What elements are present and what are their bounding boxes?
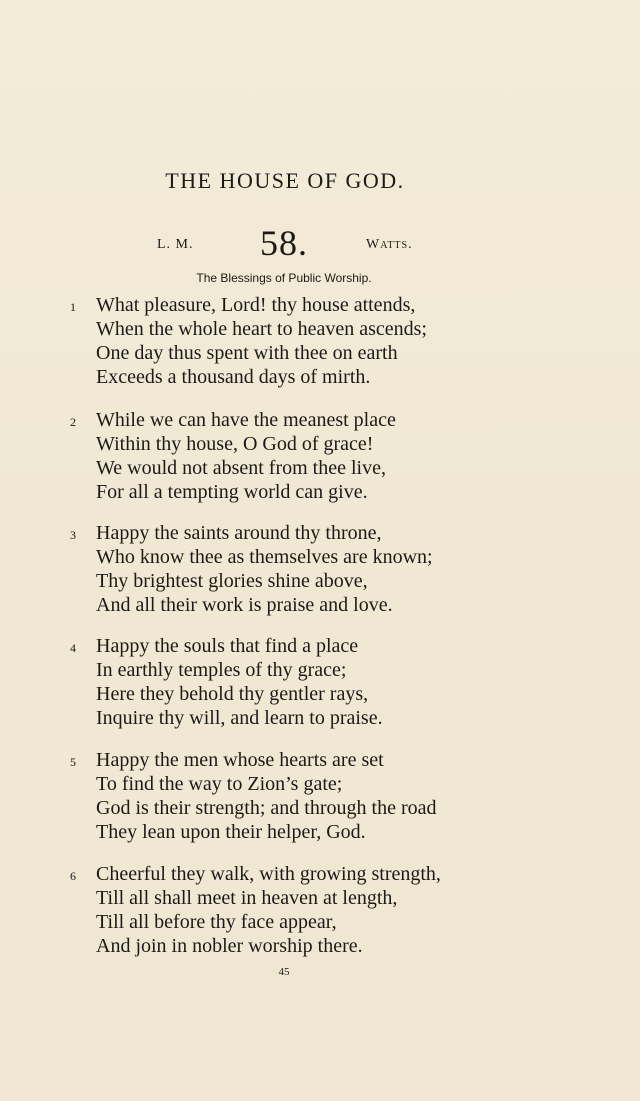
stanza-line: God is their strength; and through the road [96,797,437,819]
hymn-subtitle: The Blessings of Public Worship. [196,271,372,285]
hymn-meter: L. M. [157,237,194,252]
stanza-line: Happy the men whose hearts are set [96,749,384,771]
stanza-line: Exceeds a thousand days of mirth. [96,366,371,388]
stanza-line: And all their work is praise and love. [96,594,393,616]
stanza-line: Till all shall meet in heaven at length, [96,887,398,909]
stanza-line: Thy brightest glories shine above, [96,570,368,592]
stanza-line: For all a tempting world can give. [96,481,368,503]
stanza-line: Who know thee as themselves are known; [96,546,433,568]
stanza-line: When the whole heart to heaven ascends; [96,318,427,340]
hymn-number: 58. [260,223,308,263]
stanza-line: Cheerful they walk, with growing strength, [96,863,441,885]
stanza-line: Inquire thy will, and learn to praise. [96,707,383,729]
stanza-line: Till all before thy face appear, [96,911,337,933]
stanza-number: 2 [70,415,76,429]
stanza-number: 5 [70,755,76,769]
stanza-line: Happy the saints around thy throne, [96,522,382,544]
stanza-line: What pleasure, Lord! thy house attends, [96,294,416,316]
stanza-line: We would not absent from thee live, [96,457,386,479]
stanza-line: While we can have the meanest place [96,409,396,431]
stanza-line: Happy the souls that find a place [96,635,359,657]
section-title [0,168,570,194]
stanza-line: One day thus spent with thee on earth [96,342,398,364]
stanza-line: And join in nobler worship there. [96,935,363,957]
page-number: 45 [278,966,290,978]
stanza-line: They lean upon their helper, God. [96,821,366,843]
stanza-number: 3 [70,528,76,542]
stanza-line: Here they behold thy gentler rays, [96,683,369,705]
section-title-text: THE HOUSE OF GOD. [165,168,405,193]
stanza-number: 6 [70,869,76,883]
stanza-line: To find the way to Zion’s gate; [96,773,343,795]
stanza-number: 4 [70,641,76,655]
hymn-author: Watts. [366,237,413,252]
hymn-header [0,222,640,262]
stanza-line: In earthly temples of thy grace; [96,659,347,681]
stanza-number: 1 [70,300,76,314]
stanza-line: Within thy house, O God of grace! [96,433,374,455]
